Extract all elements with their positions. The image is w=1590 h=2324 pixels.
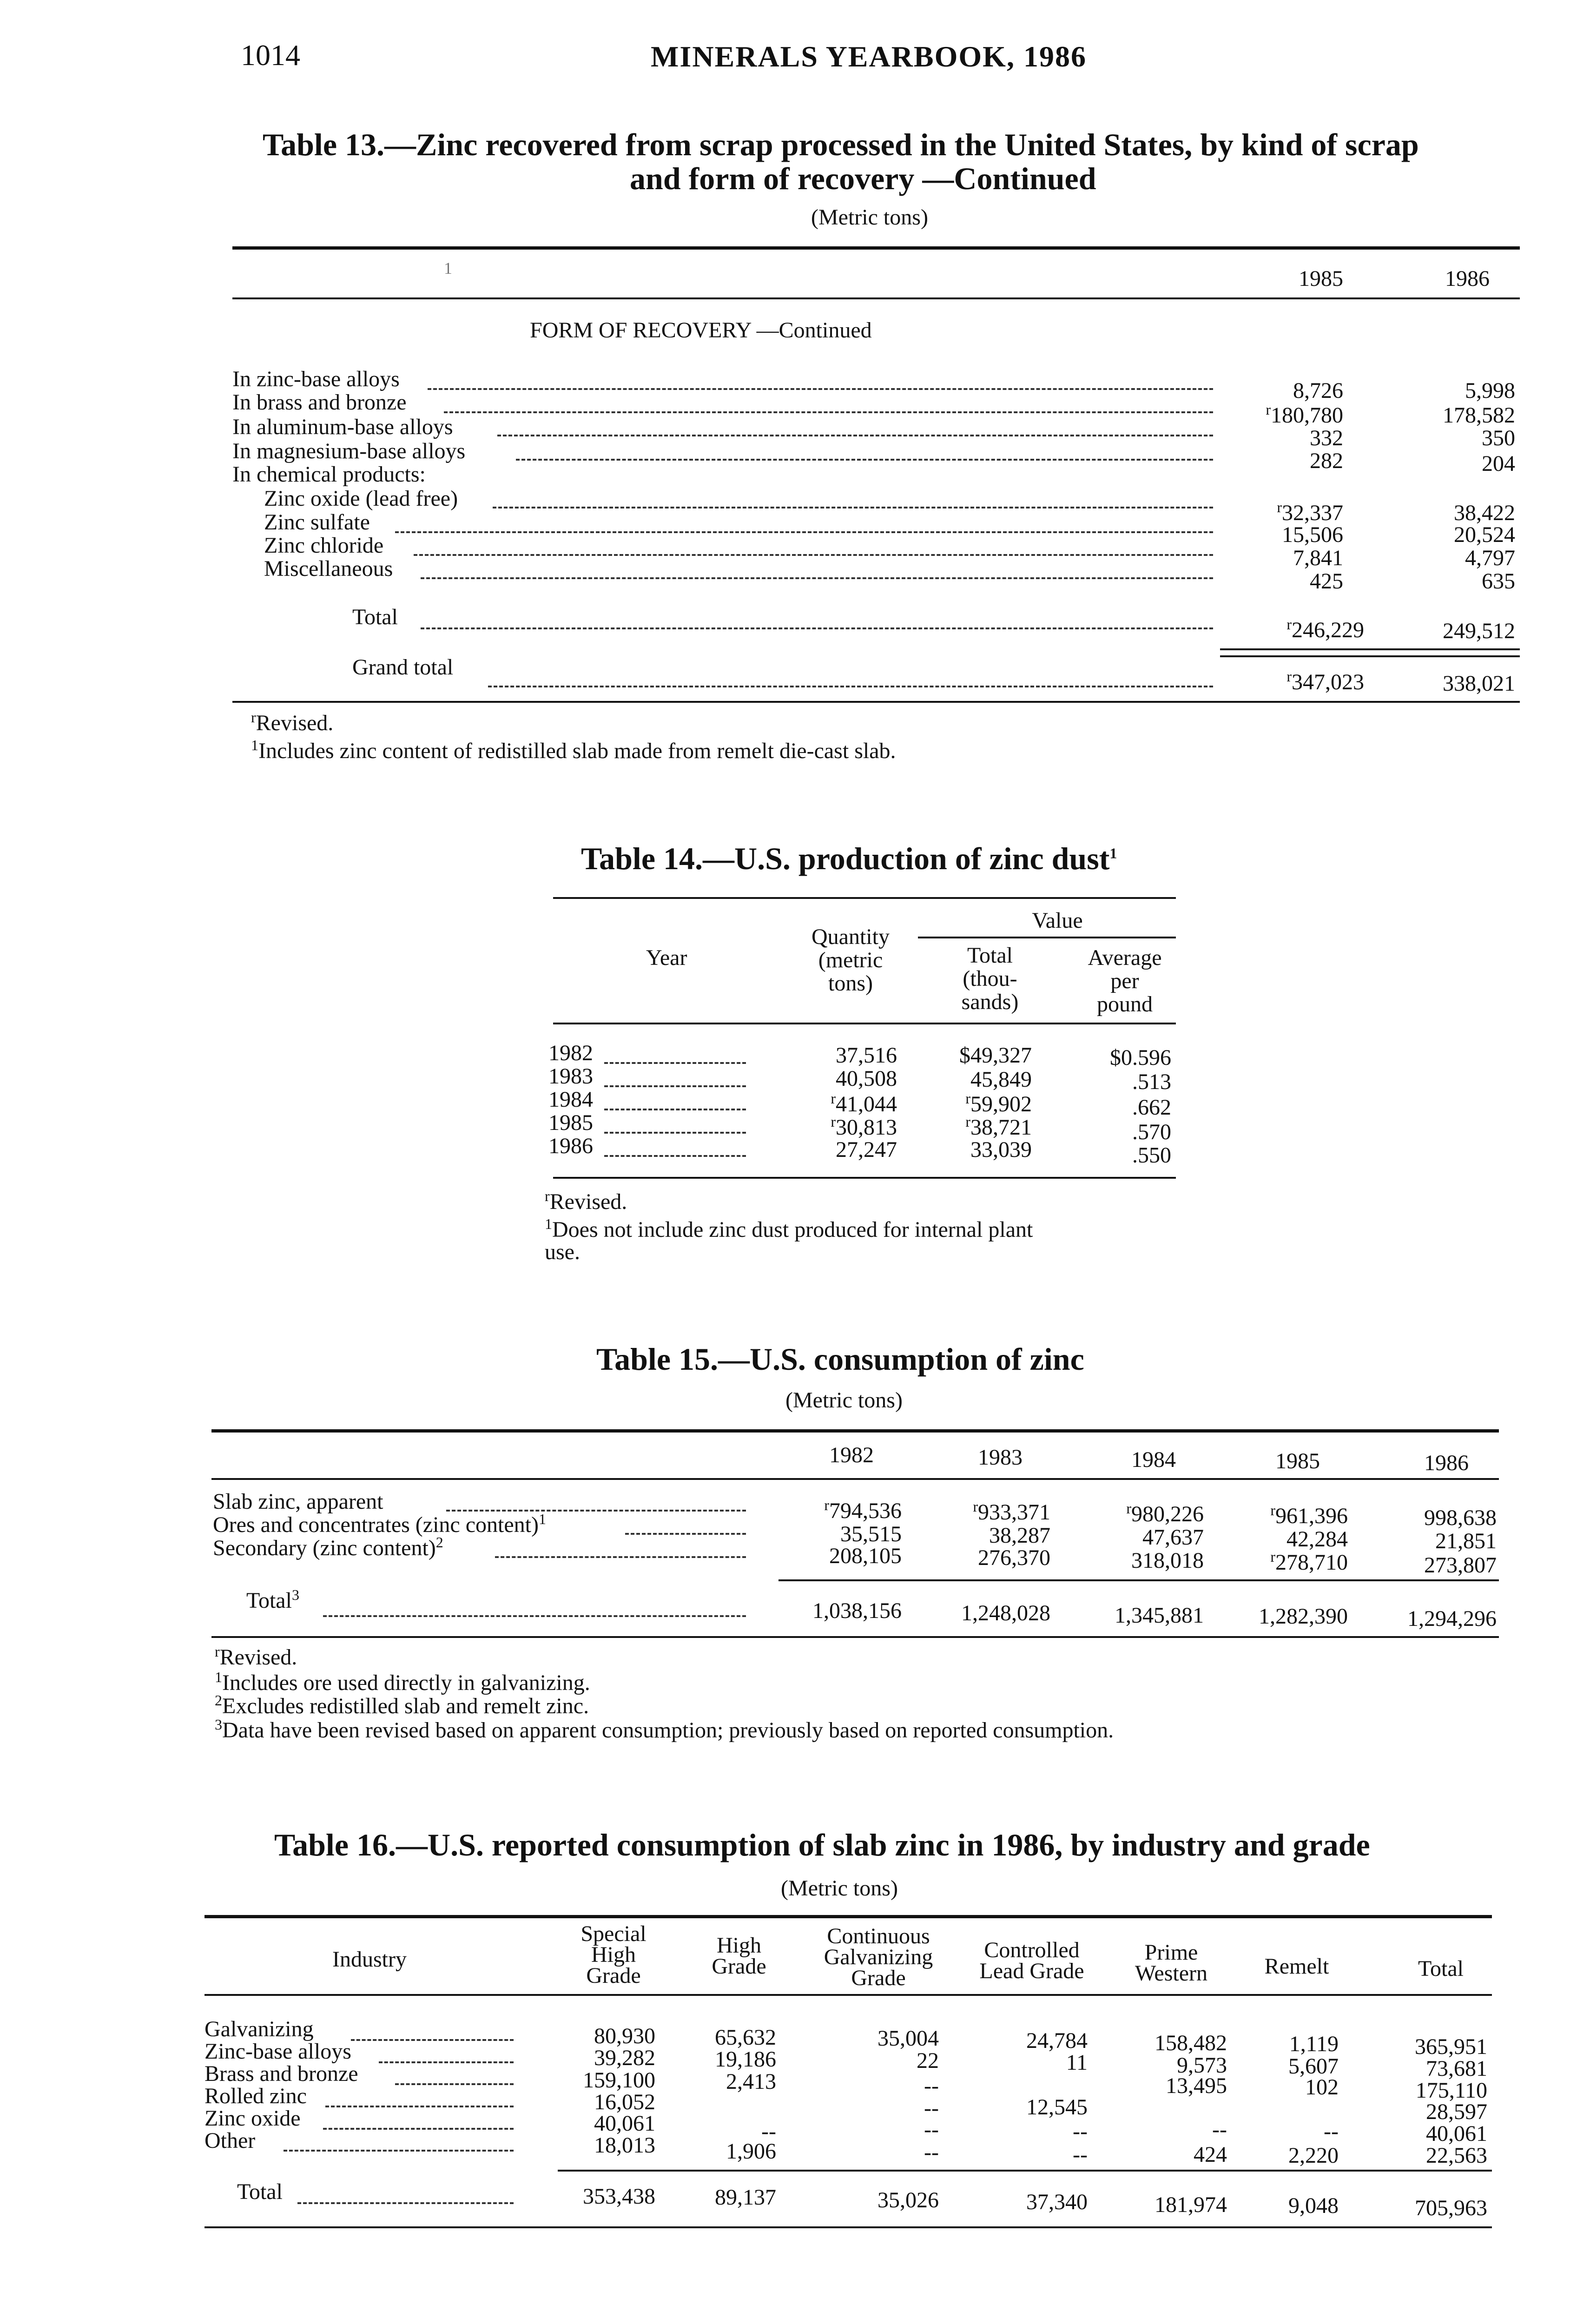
table16-total-rule — [558, 2170, 1492, 2172]
cell-prime-western: 13,495 — [1166, 2073, 1227, 2098]
table14-footnote-1-cont: use. — [545, 1240, 580, 1264]
row-label: Zinc sulfate — [264, 510, 370, 535]
total-continuous: 35,026 — [877, 2188, 939, 2212]
table16-col-total: Total — [1418, 1956, 1464, 1981]
table15-footnote-1: $^1$Includes ore used directly in galvanizing. — [215, 1669, 590, 1695]
dot-leader — [497, 435, 1213, 436]
cell-controlled: 11 — [1066, 2050, 1088, 2075]
row-label: In chemical products: — [232, 462, 426, 487]
dot-leader — [325, 2106, 514, 2107]
cell-special-high: 16,052 — [594, 2090, 655, 2114]
table14-col-total-2: (thou- — [963, 966, 1017, 991]
row-label: Slab zinc, apparent — [213, 1489, 383, 1514]
row-label: In brass and bronze — [232, 390, 407, 415]
cell-remelt: 2,220 — [1288, 2143, 1339, 2168]
value-1985: 7,841 — [1293, 546, 1343, 570]
table15-col-1982: 1982 — [829, 1443, 874, 1467]
value-1986: 249,512 — [1443, 619, 1515, 643]
table13-col-1986: 1986 — [1445, 266, 1490, 291]
cell-prime-western: 158,482 — [1155, 2031, 1227, 2055]
cell-continuous: -- — [924, 2140, 939, 2165]
table15-col-1984: 1984 — [1131, 1447, 1176, 1472]
cell-total: 73,681 — [1426, 2056, 1487, 2081]
cell-high: 2,413 — [726, 2069, 776, 2094]
dot-leader — [284, 2150, 514, 2152]
cell-1986: 273,807 — [1424, 1553, 1497, 1578]
cell-remelt: 5,607 — [1288, 2054, 1339, 2079]
dot-leader — [495, 1556, 746, 1558]
value-1986: 38,422 — [1454, 501, 1515, 525]
total-1983: 1,248,028 — [961, 1601, 1050, 1625]
value-1985: 332 — [1310, 426, 1343, 450]
row-label: Grand total — [352, 655, 454, 680]
value-1986: 204 — [1482, 451, 1515, 476]
cell-special-high: 39,282 — [594, 2046, 655, 2070]
cell-1985: 42,284 — [1287, 1527, 1348, 1552]
value-1986: 5,998 — [1465, 378, 1515, 403]
table13-footnote-1: $^1$Includes zinc content of redistilled slab made from remelt die-cast slab. — [251, 737, 896, 763]
table14-col-average-3: pound — [1097, 992, 1153, 1017]
dot-leader — [625, 1533, 746, 1535]
row-average: .513 — [1132, 1070, 1171, 1094]
row-label: In zinc-base alloys — [232, 367, 400, 391]
table14-col-total-1: Total — [967, 943, 1013, 968]
table16-col-prime-2: Western — [1135, 1961, 1208, 1986]
table15-col-1983: 1983 — [978, 1445, 1023, 1470]
grand-total-rule-1 — [1220, 648, 1520, 650]
table16-col-special-2: High — [591, 1942, 636, 1967]
table15-footnote-2: $^2$Excludes redistilled slab and remelt zinc. — [215, 1692, 589, 1718]
row-average: .570 — [1132, 1120, 1171, 1144]
total-special-high: 353,438 — [583, 2184, 655, 2209]
table16-col-special-3: Grade — [586, 1963, 641, 1988]
cell-continuous: -- — [924, 2073, 939, 2098]
dot-leader — [428, 388, 1213, 390]
table16-col-continuous-3: Grade — [851, 1966, 906, 1990]
table14-top-rule — [553, 897, 1176, 899]
value-1986: 178,582 — [1443, 403, 1515, 428]
row-label: Total — [352, 605, 398, 629]
row-total: 33,039 — [970, 1137, 1032, 1162]
cell-remelt: -- — [1324, 2119, 1339, 2144]
row-label: Zinc oxide (lead free) — [264, 486, 458, 511]
table14-title: Table 14.—U.S. production of zinc dust$^1$ — [581, 841, 1117, 876]
total-prime-western: 181,974 — [1155, 2192, 1227, 2217]
dot-leader — [604, 1085, 746, 1087]
dot-leader — [488, 686, 1213, 687]
table16-units: (Metric tons) — [781, 1876, 898, 1901]
total-1986: 1,294,296 — [1407, 1606, 1497, 1631]
row-quantity: 37,516 — [836, 1043, 897, 1068]
row-quantity: 40,508 — [836, 1066, 897, 1091]
row-label: Zinc oxide — [205, 2106, 301, 2131]
cell-special-high: 159,100 — [583, 2068, 655, 2093]
row-label: Zinc-base alloys — [205, 2039, 351, 2064]
table16-bottom-rule — [205, 2226, 1492, 2228]
table14-col-quantity-1: Quantity — [811, 924, 890, 949]
cell-1984: $^r$980,226 — [1126, 1500, 1204, 1526]
row-label: Brass and bronze — [205, 2061, 358, 2086]
table13-top-rule — [232, 246, 1520, 250]
table13-footnote-revised: $^r$Revised. — [251, 709, 334, 735]
row-average: .662 — [1132, 1095, 1171, 1120]
table14-col-quantity-2: (metric — [818, 948, 883, 972]
table16-col-special-1: Special — [581, 1921, 647, 1946]
table15-title: Table 15.—U.S. consumption of zinc — [596, 1341, 1084, 1377]
cell-high: -- — [761, 2119, 776, 2144]
table14-col-quantity-3: tons) — [828, 971, 873, 996]
row-label: Total — [237, 2179, 283, 2204]
cell-1986: 21,851 — [1435, 1529, 1497, 1553]
cell-1984: 47,637 — [1142, 1525, 1204, 1550]
cell-remelt: 1,119 — [1289, 2032, 1339, 2056]
row-label: Rolled zinc — [205, 2084, 307, 2108]
total-high: 89,137 — [715, 2185, 776, 2210]
table16-title: Table 16.—U.S. reported consumption of slab zinc in 1986, by industry and grade — [274, 1827, 1370, 1862]
dot-leader — [351, 2039, 514, 2041]
table13-title-line1: Table 13.—Zinc recovered from scrap processed in the United States, by kind of scrap — [263, 127, 1419, 162]
cell-1984: 318,018 — [1131, 1548, 1204, 1573]
table16-col-prime-1: Prime — [1144, 1940, 1198, 1965]
cell-remelt: 102 — [1305, 2075, 1339, 2100]
dot-leader — [604, 1155, 746, 1157]
dot-leader — [604, 1132, 746, 1134]
table14-footnote-revised: $^r$Revised. — [545, 1188, 627, 1214]
dot-leader — [421, 627, 1213, 629]
value-1986: 338,021 — [1443, 671, 1515, 696]
cell-1982: $^r$794,536 — [824, 1497, 902, 1523]
cell-continuous: -- — [924, 2096, 939, 2120]
table14-bottom-rule — [553, 1177, 1176, 1179]
cell-total: 28,597 — [1426, 2100, 1487, 2124]
dot-leader — [421, 577, 1213, 579]
row-label: Other — [205, 2128, 256, 2153]
value-1986: 20,524 — [1454, 522, 1515, 547]
cell-prime-western: -- — [1212, 2117, 1227, 2142]
table13-units: (Metric tons) — [811, 205, 928, 230]
dot-leader — [297, 2202, 514, 2204]
table16-col-industry: Industry — [332, 1947, 407, 1972]
cell-high: 1,906 — [726, 2139, 776, 2164]
row-label: Galvanizing — [205, 2017, 314, 2041]
dot-leader — [444, 411, 1213, 413]
table16-col-high-2: Grade — [712, 1954, 766, 1979]
row-year: 1983 — [548, 1064, 593, 1089]
dot-leader — [395, 531, 1213, 533]
cell-continuous: -- — [924, 2117, 939, 2142]
row-quantity: $^r$30,813 — [831, 1113, 897, 1140]
value-1985: $^r$347,023 — [1287, 668, 1364, 694]
table13-header-marker: 1 — [444, 259, 452, 277]
cell-total: 22,563 — [1426, 2143, 1487, 2168]
value-1986: 635 — [1482, 569, 1515, 594]
cell-prime-western: 9,573 — [1177, 2053, 1227, 2078]
total-remelt: 9,048 — [1288, 2193, 1339, 2218]
cell-1983: $^r$933,371 — [973, 1498, 1050, 1525]
table16-header-rule — [205, 1994, 1492, 1996]
row-label: In magnesium-base alloys — [232, 439, 466, 463]
cell-1983: 38,287 — [989, 1523, 1050, 1548]
dot-leader — [323, 2128, 514, 2130]
row-average: $0.596 — [1110, 1045, 1171, 1070]
cell-special-high: 18,013 — [594, 2133, 655, 2158]
table13-section-heading: FORM OF RECOVERY —Continued — [530, 318, 872, 343]
row-year: 1982 — [548, 1041, 593, 1065]
table14-footnote-1: $^1$Does not include zinc dust produced for internal plant — [545, 1215, 1033, 1242]
value-1985: $^r$246,229 — [1287, 616, 1364, 642]
dot-leader — [414, 554, 1213, 556]
cell-total: 365,951 — [1415, 2034, 1487, 2059]
cell-controlled: -- — [1073, 2142, 1088, 2167]
value-1986: 4,797 — [1465, 546, 1515, 570]
table13-header-rule — [232, 297, 1520, 299]
row-quantity: $^r$41,044 — [831, 1090, 897, 1116]
table15-top-rule — [211, 1429, 1499, 1433]
row-total: 45,849 — [970, 1067, 1032, 1092]
cell-1986: 998,638 — [1424, 1505, 1497, 1530]
table15-footnote-3: $^3$Data have been revised based on apparent consumption; previously based on reported consumption. — [215, 1716, 1114, 1743]
table16-col-controlled-1: Controlled — [984, 1938, 1080, 1962]
dot-leader — [395, 2083, 514, 2085]
row-year: 1986 — [548, 1134, 593, 1158]
cell-high: 19,186 — [715, 2047, 776, 2072]
table15-header-rule — [211, 1478, 1499, 1480]
cell-1983: 276,370 — [978, 1545, 1050, 1570]
dot-leader — [604, 1062, 746, 1064]
table16-col-high-1: High — [717, 1933, 761, 1958]
page-number: 1014 — [241, 39, 300, 72]
grand-total-rule-2 — [1220, 655, 1520, 657]
dot-leader — [604, 1109, 746, 1110]
running-title: MINERALS YEARBOOK, 1986 — [651, 40, 1087, 73]
dot-leader — [446, 1510, 746, 1512]
row-average: .550 — [1132, 1143, 1171, 1168]
row-quantity: 27,247 — [836, 1137, 897, 1162]
table15-total-rule — [779, 1579, 1499, 1581]
table15-col-1985: 1985 — [1275, 1449, 1320, 1473]
row-label: Total$^3$ — [246, 1586, 299, 1613]
table13-title-line2: and form of recovery —Continued — [630, 161, 1096, 196]
table14-col-total-3: sands) — [961, 990, 1019, 1014]
row-label: Secondary (zinc content)$^2$ — [213, 1534, 443, 1560]
cell-controlled: 24,784 — [1026, 2028, 1088, 2053]
row-label: In aluminum-base alloys — [232, 415, 453, 439]
dot-leader — [323, 1615, 746, 1617]
cell-total: 175,110 — [1415, 2078, 1487, 2103]
row-label: Miscellaneous — [264, 556, 393, 581]
table14-col-average-2: per — [1110, 969, 1139, 993]
cell-1982: 35,515 — [840, 1522, 902, 1546]
cell-total: 40,061 — [1426, 2121, 1487, 2146]
cell-special-high: 40,061 — [594, 2111, 655, 2136]
cell-controlled: -- — [1073, 2119, 1088, 2144]
value-1985: 15,506 — [1282, 522, 1343, 547]
cell-1985: $^r$278,710 — [1270, 1548, 1348, 1575]
table16-col-controlled-2: Lead Grade — [979, 1959, 1084, 1983]
table15-bottom-rule — [211, 1636, 1499, 1638]
cell-special-high: 80,930 — [594, 2024, 655, 2048]
row-label: Zinc chloride — [264, 533, 384, 558]
total-1984: 1,345,881 — [1115, 1603, 1204, 1628]
row-year: 1985 — [548, 1110, 593, 1135]
cell-prime-western: 424 — [1194, 2142, 1227, 2167]
table16-top-rule — [205, 1915, 1492, 1918]
table14-col-value: Value — [1032, 908, 1083, 933]
cell-1982: 208,105 — [829, 1544, 902, 1568]
total-controlled: 37,340 — [1026, 2190, 1088, 2214]
dot-leader — [493, 507, 1213, 508]
row-label: Ores and concentrates (zinc content)$^1$ — [213, 1511, 546, 1537]
cell-1985: $^r$961,396 — [1270, 1502, 1348, 1528]
table14-value-rule — [918, 937, 1176, 938]
dot-leader — [379, 2061, 514, 2063]
table14-col-average-1: Average — [1088, 945, 1162, 970]
value-1985: 282 — [1310, 449, 1343, 473]
total-total: 705,963 — [1415, 2196, 1487, 2220]
table16-col-remelt: Remelt — [1264, 1954, 1329, 1979]
row-total: $^r$59,902 — [965, 1090, 1032, 1116]
table13-bottom-rule — [232, 701, 1520, 703]
dot-leader — [516, 459, 1213, 461]
table15-col-1986: 1986 — [1424, 1451, 1469, 1475]
table14-col-year: Year — [646, 945, 687, 970]
row-total: $^r$38,721 — [965, 1113, 1032, 1140]
cell-controlled: 12,545 — [1026, 2095, 1088, 2119]
row-total: $49,327 — [959, 1043, 1032, 1068]
cell-continuous: 22 — [917, 2048, 939, 2073]
table16-col-continuous-1: Continuous — [827, 1924, 930, 1948]
row-year: 1984 — [548, 1087, 593, 1112]
cell-continuous: 35,004 — [877, 2026, 939, 2051]
table16-col-continuous-2: Galvanizing — [824, 1945, 933, 1969]
value-1985: 425 — [1310, 569, 1343, 594]
table15-footnote-r: $^r$Revised. — [215, 1643, 297, 1670]
value-1985: $^r$180,780 — [1266, 401, 1343, 428]
table14-header-rule — [553, 1023, 1176, 1024]
table15-units: (Metric tons) — [785, 1388, 903, 1413]
total-1985: 1,282,390 — [1259, 1604, 1348, 1629]
cell-high: 65,632 — [715, 2025, 776, 2050]
value-1985: $^r$32,337 — [1277, 499, 1343, 525]
total-1982: 1,038,156 — [812, 1598, 902, 1623]
value-1985: 8,726 — [1293, 378, 1343, 403]
value-1986: 350 — [1482, 426, 1515, 450]
table13-col-1985: 1985 — [1299, 266, 1343, 291]
